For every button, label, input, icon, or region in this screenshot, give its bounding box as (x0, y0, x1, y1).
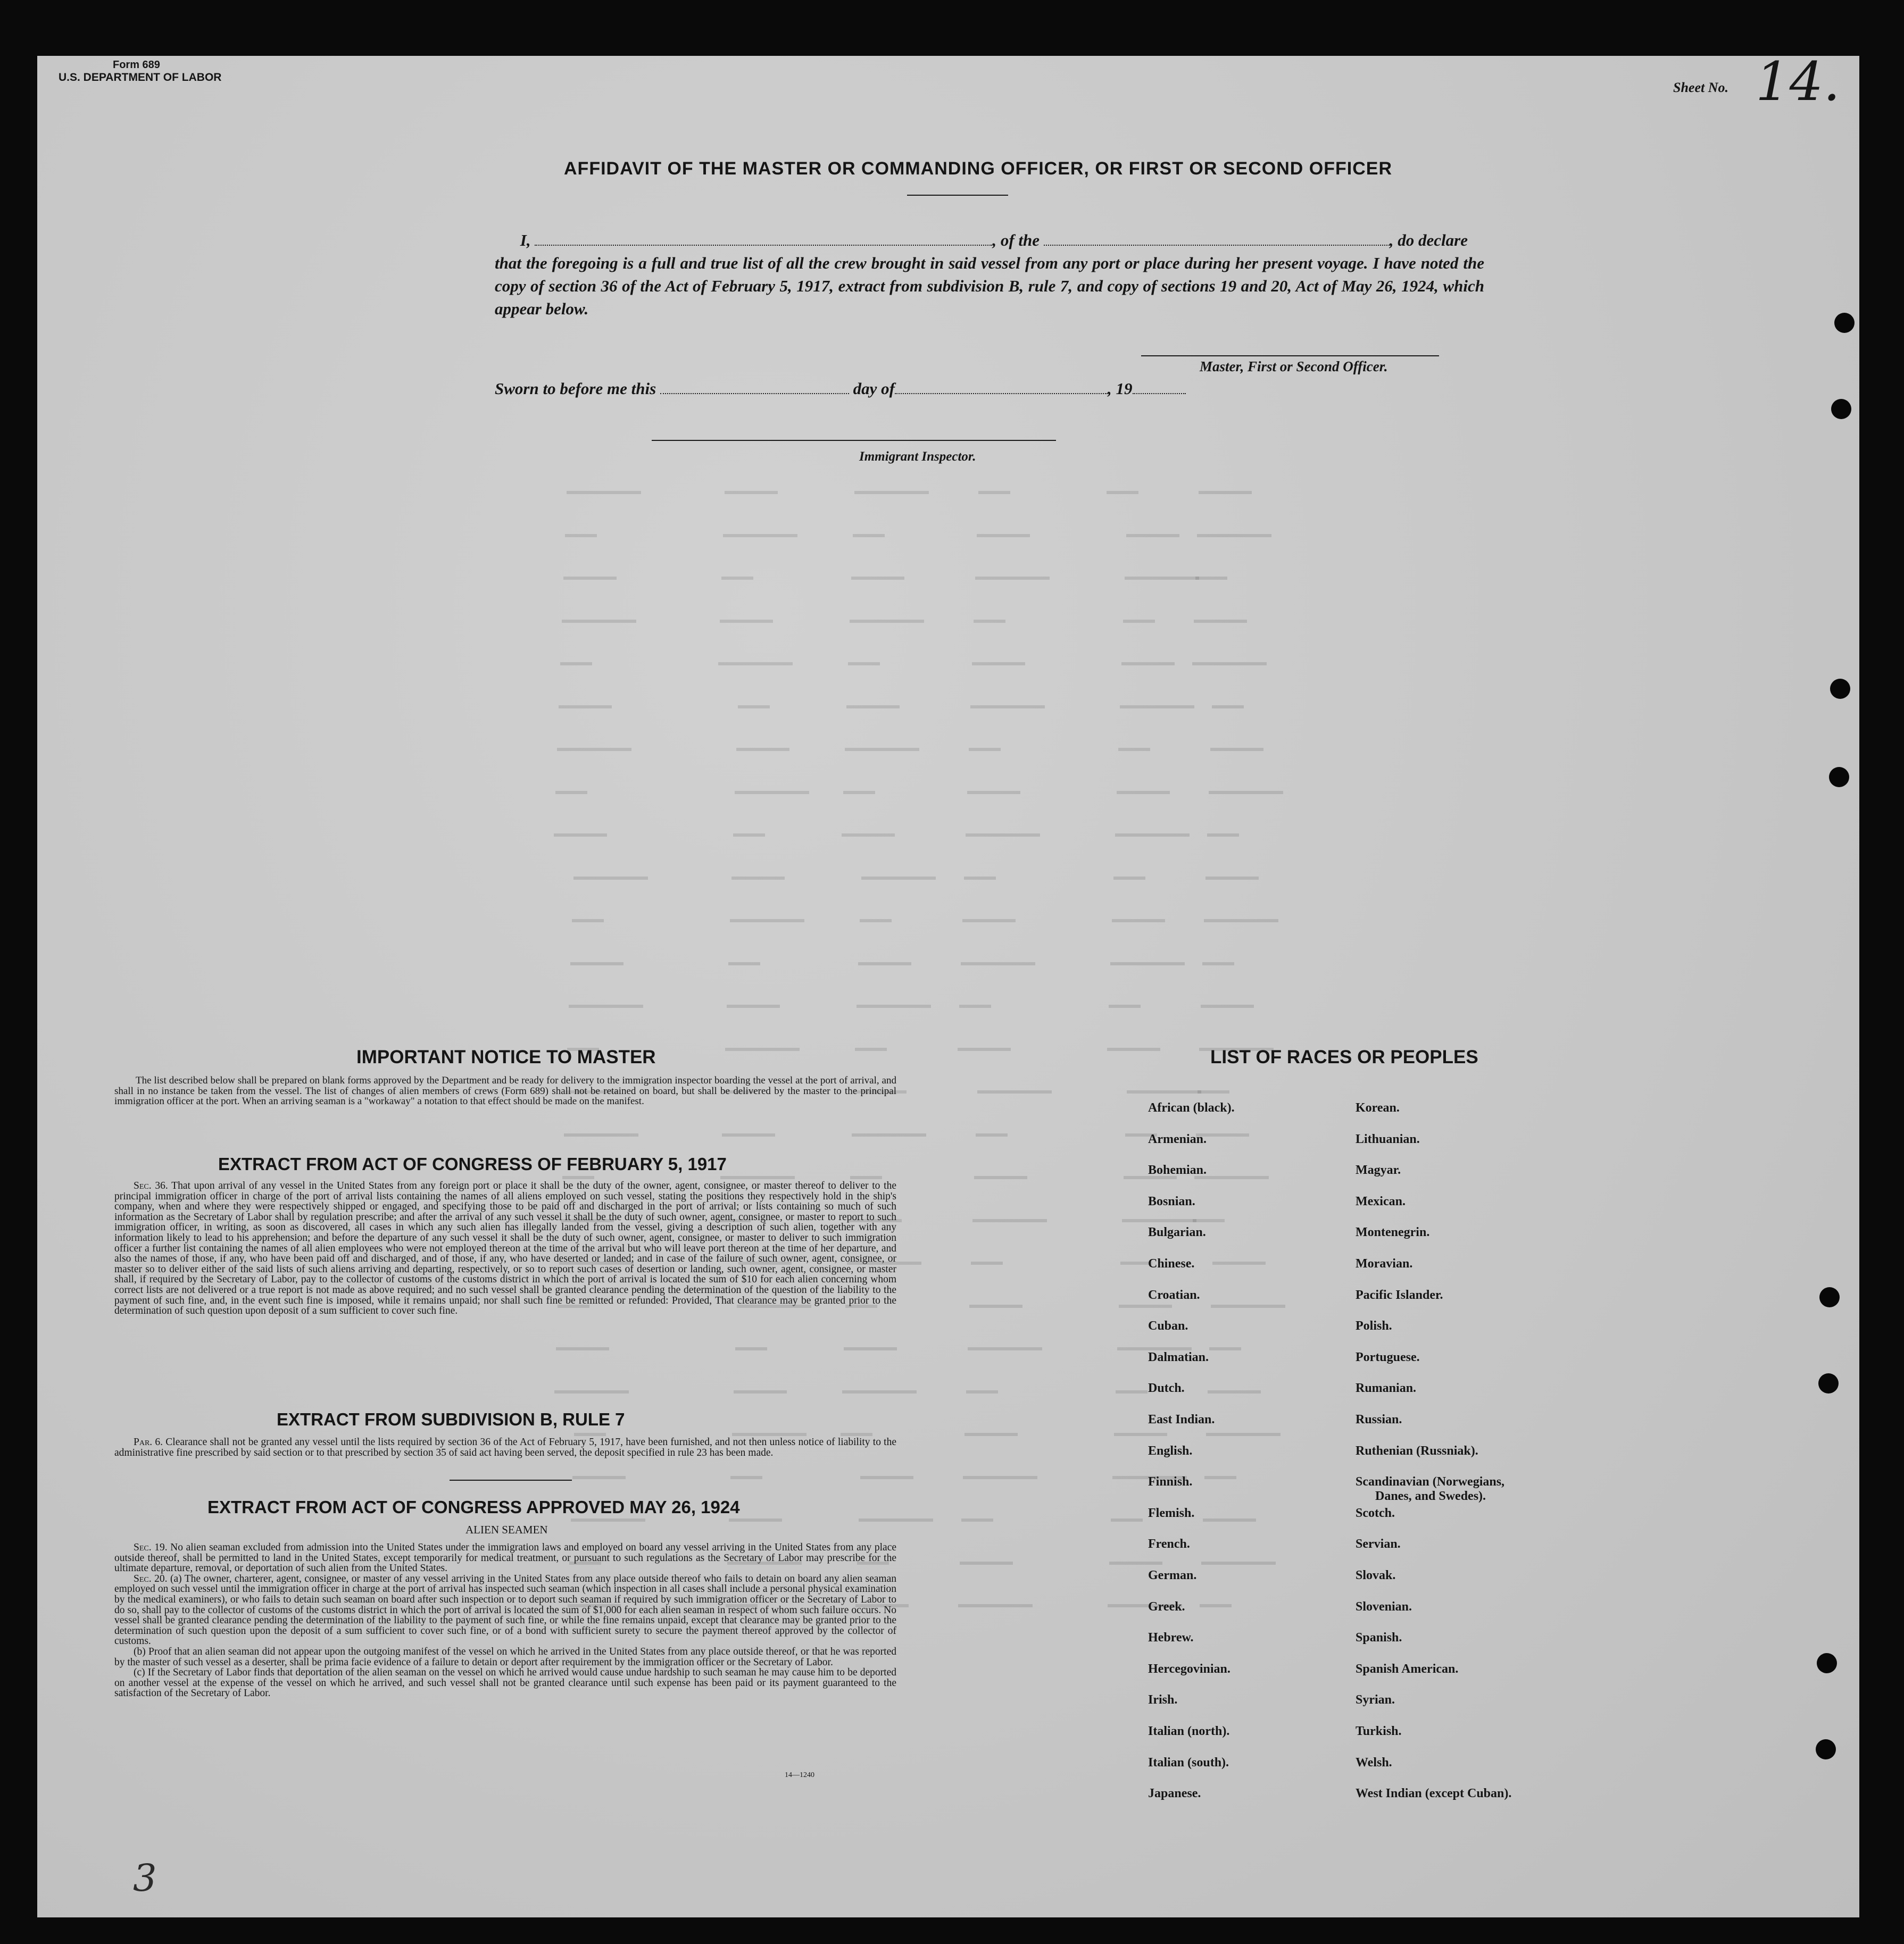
race-right-8: Portuguese. (1356, 1350, 1420, 1364)
name-field[interactable] (535, 233, 992, 246)
bleed-mark (723, 524, 797, 537)
bleed-mark (858, 953, 911, 965)
race-right-23: West Indian (except Cuban). (1356, 1787, 1512, 1801)
bleed-mark (554, 1381, 629, 1394)
i-word: I, (520, 231, 531, 249)
bleed-mark (1205, 867, 1259, 880)
bleed-mark (855, 1038, 887, 1051)
bleed-mark (569, 995, 643, 1008)
bleed-mark (559, 696, 612, 708)
form-number: Form 689 (113, 59, 160, 71)
bleed-mark (1212, 1252, 1266, 1265)
bleed-mark (720, 1166, 795, 1179)
race-right-4: Montenegrin. (1356, 1225, 1430, 1240)
bleed-mark (721, 567, 753, 580)
sworn-year: , 19 (1108, 379, 1133, 398)
bleed-mark (977, 524, 1030, 537)
bleed-mark (1127, 1081, 1201, 1094)
bleed-mark (850, 1166, 882, 1179)
inspector-signature-line[interactable] (652, 440, 1056, 441)
race-right-2: Magyar. (1356, 1163, 1401, 1178)
section-19-text: No alien seaman excluded from admission into the United States under the immigration laws and employed on board any vessel arriving in the United States from any place outside thereof, shall be permitted to land in the United States, except temporarily for medical treatment, or pursuant to such regulations as the Secretary of Labor may prescribe for the ultimate departure, removal, or deportation of such alien from the United States. (114, 1542, 897, 1574)
race-left-19: Irish. (1148, 1693, 1178, 1707)
bleed-mark (969, 1295, 1022, 1308)
bleed-mark (976, 1124, 1008, 1137)
form-code: 14—1240 (785, 1771, 814, 1779)
bleed-mark (844, 1338, 897, 1350)
bleed-mark (738, 696, 770, 708)
notice-text: The list described below shall be prepared on blank forms approved by the Department and be ready for delivery to the immigration inspector boarding the vessel at the port of arrival, and shall in no instance be taken from the vessel. The list of changes of alien members of crews (Form 689) shall not be retained on board, but shall be delivered by the master to the principal immigration officer at the port. When an arriving seaman is a "workaway" a notation to that effect should be made on the manifest. (114, 1075, 896, 1107)
bleed-mark (727, 995, 780, 1008)
sworn-line (495, 379, 1186, 398)
signature-label: Master, First or Second Officer. (1200, 358, 1388, 374)
bleed-mark (1117, 781, 1170, 794)
bleed-mark (851, 567, 904, 580)
bleed-mark (734, 1381, 787, 1394)
extract-rule7-text (114, 1437, 896, 1458)
bleed-mark (971, 1252, 1003, 1265)
section-20a-text: (a) The owner, charterer, agent, consignee, or master of any vessel arriving in the United States from any place outside thereof who fails to detain on board any alien seaman employed on such vessel until the immigration officer in charge at the port of arrival has inspected such seaman (which inspection in all cases shall include a personal physical examination by the medical examiners), or who fails to detain such seaman on board after such inspection or to deport such seaman if required by such immigration officer or the Secretary of Labor to do so, shall pay to the collector of customs of the customs district in which the port of arrival is located the sum of $1,000 for each alien seaman in respect of whom such failure occurs. No vessel shall be granted clearance pending the determination of the liability to the payment of such fine, or while the fine remains unpaid, except that clearance may be granted prior to the determination of such question upon the deposit of a sum sufficient to cover such fine, or of a bond with sufficient surety to secure the payment thereof approved by the collector of customs. (114, 1573, 896, 1647)
bleed-mark (567, 481, 641, 494)
race-left-0: African (black). (1148, 1101, 1235, 1115)
bleed-mark (972, 1209, 1047, 1222)
bleed-mark (1113, 867, 1145, 880)
bleed-mark (1125, 567, 1199, 580)
bleed-mark (842, 1381, 917, 1394)
bleed-mark (1209, 781, 1283, 794)
bleed-mark (1192, 653, 1267, 665)
race-right-13: Danes, and Swedes). (1375, 1489, 1486, 1504)
race-right-1: Lithuanian. (1356, 1132, 1420, 1146)
bleed-mark (725, 481, 778, 494)
bleed-mark (1109, 995, 1141, 1008)
bleed-mark (958, 1595, 1033, 1607)
day-field[interactable] (660, 381, 849, 394)
punch-hole (1818, 1373, 1839, 1394)
race-left-5: Chinese. (1148, 1257, 1195, 1271)
race-left-11: English. (1148, 1444, 1193, 1458)
bleed-mark (843, 781, 875, 794)
bleed-mark (730, 1466, 762, 1479)
race-right-16: Slovak. (1356, 1568, 1396, 1582)
bleed-mark (1204, 1466, 1236, 1479)
section-20b: (b) Proof that an alien seaman did not appear upon the outgoing manifest of the vessel on which he arrived in the United States from any place outside thereof, or that he was reported by the master of such vessel as a deserter, shall be prima facie evidence of a failure to detain or deport after requirement by the immigration officer or the Secretary of Labor. (114, 1646, 896, 1668)
section-36-label: Sec. 36. (134, 1180, 168, 1191)
race-right-18: Spanish. (1356, 1631, 1402, 1645)
section-36-text: That upon arrival of any vessel in the United States from any foreign port or place it shall be the duty of the owner, agent, consignee, or master thereof to deliver to the principal immigration officer in charge of the port of arrival lists containing the names of all aliens employed on such vessel, stating the positions they respectively hold in the ship's company, when and where they were respectively shipped or engaged, and specifying those to be paid off and discharged in the port of arrival; or lists containing so much of such information as the Secretary of Labor shall by regulation prescribe; and after the arrival of any such vessel it shall be the duty of such owner, agent, consignee, or master to report to such immigration officer, in writing, as soon as discovered, all cases in which any such alien has illegally landed from the vessel, giving a description of such alien, together with any information likely to lead to his apprehension; and before the departure of any such vessel it shall be the duty of such owner, agent, consignee, or master to deliver to such immigration officer a further list containing the names of all alien employees who were not employed thereon at the time of the arrival but who will leave port thereon at the time of her departure, and also the names of those, if any, who have been paid off and discharged, and of those, if any, who have deserted or landed; and in case of the failure of such owner, agent, consignee, or master so to deliver either of the said lists of such aliens arriving and departing, respectively, or so to report such cases of desertion or landing, such owner, agent, consignee, or master shall, if required by the Secretary of Labor, pay to the collector of customs of the customs district in which the port of arrival is located the sum of $10 for each alien concerning whom correct lists are not delivered or a true report is not made as above required; and no such vessel shall be granted clearance pending the determination of the question of the liability to the payment of such fine, and, in the event such fine is imposed, while it remains unpaid; nor shall such fine be remitted or refunded: Provided, That clearance may be granted prior to the determination of such question upon deposit of a sum sufficient to cover such fine. (114, 1180, 896, 1317)
race-left-7: Cuban. (1148, 1319, 1188, 1333)
bleed-mark (960, 1552, 1013, 1565)
race-right-12: Scandinavian (Norwegians, (1356, 1475, 1505, 1489)
year-field[interactable] (1133, 381, 1186, 394)
race-right-21: Turkish. (1356, 1724, 1402, 1738)
extract-1917-text (114, 1181, 896, 1316)
bleed-mark (1118, 738, 1150, 751)
bleed-mark (972, 653, 1025, 665)
bleed-mark (966, 1381, 998, 1394)
bleed-mark (725, 1038, 800, 1051)
race-left-4: Bulgarian. (1148, 1225, 1206, 1240)
bleed-mark (733, 824, 765, 837)
title-rule (907, 195, 1008, 196)
race-left-6: Croatian. (1148, 1288, 1200, 1302)
declare-word: , do declare (1389, 231, 1468, 249)
bleed-mark (857, 995, 931, 1008)
race-right-5: Moravian. (1356, 1257, 1413, 1271)
bleed-mark (554, 824, 607, 837)
par-6-text: Clearance shall not be granted any vessel until the lists required by section 36 of the Act of February 5, 1917, have been furnished, and not then unless notice of liability to the administrative fine prescribed by said section or to that prescribed by section 35 of said act having been served, the deposit specified in rule 23 has been made. (114, 1437, 897, 1458)
declaration-text: that the foregoing is a full and true list of all the crew brought in said vessel from any port or place during her present voyage. I have noted the copy of section 36 of the Act of February 5, 1917, extract from subdivision B, rule 7, and copy of sections 19 and 20, Act of May 26, 1924, which appear below. (495, 254, 1484, 318)
bleed-mark (555, 781, 587, 794)
bleed-mark (1110, 953, 1185, 965)
bleed-mark (848, 653, 880, 665)
inspector-label: Immigrant Inspector. (859, 449, 976, 464)
bleed-mark (1207, 824, 1239, 837)
bleed-mark (1206, 1423, 1281, 1436)
bleed-mark (966, 824, 1040, 837)
bleed-mark (1109, 1552, 1162, 1565)
bleed-mark (854, 481, 929, 494)
bleed-mark (860, 1466, 913, 1479)
bleed-mark (1126, 524, 1179, 537)
bleed-mark (1120, 1252, 1152, 1265)
race-left-10: East Indian. (1148, 1413, 1215, 1426)
race-right-0: Korean. (1356, 1101, 1400, 1115)
race-right-9: Rumanian. (1356, 1381, 1417, 1396)
race-left-13: Flemish. (1148, 1506, 1195, 1520)
extract-rule7-title: EXTRACT FROM SUBDIVISION B, RULE 7 (277, 1409, 625, 1429)
bleed-mark (1121, 653, 1175, 665)
signature-line[interactable] (1141, 355, 1439, 356)
section-rule (450, 1480, 572, 1481)
bleed-mark (977, 1081, 1052, 1094)
month-field[interactable] (895, 381, 1108, 394)
bleed-mark (842, 824, 895, 837)
bleed-mark (572, 1466, 626, 1479)
bleed-mark (564, 1124, 638, 1137)
vessel-field[interactable] (1044, 233, 1390, 246)
race-right-7: Polish. (1356, 1319, 1392, 1333)
race-left-22: Japanese. (1148, 1787, 1201, 1801)
race-left-15: German. (1148, 1568, 1197, 1582)
punch-hole (1830, 679, 1850, 699)
margin-note: 3 (133, 1856, 157, 1900)
race-right-14: Scotch. (1356, 1506, 1395, 1520)
bleed-mark (959, 995, 991, 1008)
race-left-12: Finnish. (1148, 1475, 1193, 1489)
bleed-mark (560, 653, 592, 665)
bleed-mark (958, 1038, 1011, 1051)
race-right-17: Slovenian. (1356, 1599, 1412, 1614)
bleed-mark (720, 610, 773, 623)
race-left-8: Dalmatian. (1148, 1350, 1209, 1364)
bleed-mark (1117, 1338, 1192, 1350)
bleed-mark (1112, 910, 1165, 922)
bleed-mark (731, 867, 785, 880)
punch-hole (1829, 767, 1849, 787)
extract-1924-title: EXTRACT FROM ACT OF CONGRESS APPROVED MAY 26, 1924 (207, 1497, 740, 1517)
bleed-mark (969, 738, 1001, 751)
bleed-mark (974, 1166, 1027, 1179)
affidavit-body (495, 229, 1484, 320)
bleed-mark (846, 696, 900, 708)
bleed-mark (961, 1509, 993, 1522)
race-left-21: Italian (south). (1148, 1755, 1229, 1770)
par-6-label: Par. 6. (134, 1437, 163, 1448)
races-title: LIST OF RACES OR PEOPLES (1210, 1047, 1478, 1067)
bleed-mark (1193, 1209, 1225, 1222)
bleed-mark (1115, 824, 1190, 837)
section-20a (114, 1574, 896, 1647)
race-right-3: Mexican. (1356, 1194, 1406, 1208)
race-left-14: French. (1148, 1537, 1190, 1551)
bleed-mark (572, 910, 604, 922)
bleed-mark (1200, 1595, 1232, 1607)
bleed-mark (557, 738, 631, 751)
bleed-mark (841, 1423, 872, 1436)
sheet-label: Sheet No. (1673, 80, 1728, 95)
bleed-mark (1198, 1081, 1229, 1094)
bleed-mark (970, 696, 1045, 708)
section-19-label: Sec. 19. (134, 1542, 168, 1553)
bleed-mark (974, 610, 1005, 623)
bleed-mark (860, 910, 892, 922)
bleed-mark (964, 867, 996, 880)
bleed-mark (845, 738, 919, 751)
bleed-mark (1111, 1509, 1143, 1522)
bleed-mark (556, 1338, 609, 1350)
bleed-mark (565, 524, 597, 537)
bleed-mark (1201, 1552, 1276, 1565)
affidavit-title: AFFIDAVIT OF THE MASTER OR COMMANDING OFFICER, OR FIRST OR SECOND OFFICER (564, 158, 1392, 179)
bleed-mark (1209, 1338, 1241, 1350)
bleed-mark (1210, 738, 1263, 751)
bleed-mark (1122, 1209, 1196, 1222)
punch-hole (1817, 1653, 1837, 1673)
extract-1924-text (114, 1542, 896, 1699)
bleed-mark (1211, 1295, 1285, 1308)
race-left-2: Bohemian. (1148, 1163, 1207, 1178)
race-left-1: Armenian. (1148, 1132, 1207, 1146)
bleed-mark (1107, 1038, 1160, 1051)
bleed-mark (736, 738, 789, 751)
race-left-18: Hercegovinian. (1148, 1662, 1230, 1676)
punch-hole (1831, 399, 1851, 419)
bleed-mark (573, 867, 648, 880)
bleed-mark (1199, 481, 1252, 494)
bleed-mark (563, 567, 617, 580)
sworn-day-word: day of (853, 379, 895, 398)
section-20c: (c) If the Secretary of Labor finds that deportation of the alien seaman on the vessel on which he arrived would cause undue hardship to such seaman he may cause him to be deported on another vessel at the expense of the vessel on which he arrived, and such vessel shall not be granted clearance until such expense has been paid or its payment guaranteed to the satisfaction of the Secretary of Labor. (114, 1667, 896, 1699)
bleed-mark (975, 567, 1050, 580)
punch-hole (1834, 313, 1855, 333)
bleed-mark (1202, 953, 1234, 965)
race-right-11: Ruthenian (Russniak). (1356, 1444, 1478, 1458)
bleed-mark (1208, 1381, 1261, 1394)
bleed-mark (722, 1124, 775, 1137)
of-the-word: , of the (992, 231, 1040, 249)
race-left-9: Dutch. (1148, 1381, 1185, 1396)
bleed-mark (718, 653, 793, 665)
department-name: U.S. DEPARTMENT OF LABOR (59, 71, 222, 84)
race-left-3: Bosnian. (1148, 1194, 1195, 1208)
bleed-mark (962, 910, 1016, 922)
bleed-mark (961, 953, 1035, 965)
section-20-label: Sec. 20. (134, 1573, 168, 1584)
race-right-20: Syrian. (1356, 1693, 1395, 1707)
bleed-mark (1212, 696, 1244, 708)
bleed-mark (570, 953, 623, 965)
race-right-19: Spanish American. (1356, 1662, 1459, 1676)
bleed-mark (850, 610, 924, 623)
bleed-mark (1107, 481, 1138, 494)
race-right-15: Servian. (1356, 1537, 1401, 1551)
alien-seamen-subtitle: ALIEN SEAMEN (465, 1523, 548, 1536)
race-right-6: Pacific Islander. (1356, 1288, 1443, 1302)
section-19 (114, 1542, 896, 1574)
bleed-mark (1203, 1509, 1256, 1522)
bleed-mark (735, 1338, 767, 1350)
bleed-mark (1201, 995, 1254, 1008)
extract-1917-title: EXTRACT FROM ACT OF CONGRESS OF FEBRUARY 5, 1917 (218, 1154, 727, 1174)
punch-hole (1819, 1287, 1840, 1307)
race-left-16: Greek. (1148, 1599, 1185, 1614)
bleed-mark (732, 1423, 807, 1436)
punch-hole (1816, 1739, 1836, 1759)
bleed-mark (1195, 567, 1227, 580)
race-right-22: Welsh. (1356, 1755, 1392, 1770)
bleed-mark (965, 1423, 1018, 1436)
bleed-mark (735, 781, 809, 794)
bleed-mark (852, 1124, 926, 1137)
bleed-mark (859, 1509, 933, 1522)
bleed-mark (1123, 610, 1155, 623)
bleed-mark (1197, 524, 1271, 537)
bleed-mark (861, 867, 936, 880)
bleed-mark (1116, 1381, 1148, 1394)
bleed-mark (1204, 910, 1278, 922)
bleed-mark (728, 953, 760, 965)
bleed-mark (853, 524, 885, 537)
race-left-17: Hebrew. (1148, 1631, 1194, 1645)
race-left-20: Italian (north). (1148, 1724, 1230, 1738)
bleed-mark (968, 1338, 1042, 1350)
bleed-mark (1194, 610, 1247, 623)
bleed-mark (1120, 696, 1194, 708)
bleed-mark (978, 481, 1010, 494)
race-right-10: Russian. (1356, 1413, 1402, 1426)
bleed-mark (562, 610, 636, 623)
bleed-mark (967, 781, 1020, 794)
bleed-mark (963, 1466, 1037, 1479)
sheet-number: 14. (1756, 51, 1841, 113)
sworn-prefix: Sworn to before me this (495, 379, 656, 398)
declaration-line (495, 229, 1484, 252)
bleed-mark (730, 910, 804, 922)
notice-title: IMPORTANT NOTICE TO MASTER (356, 1047, 656, 1067)
